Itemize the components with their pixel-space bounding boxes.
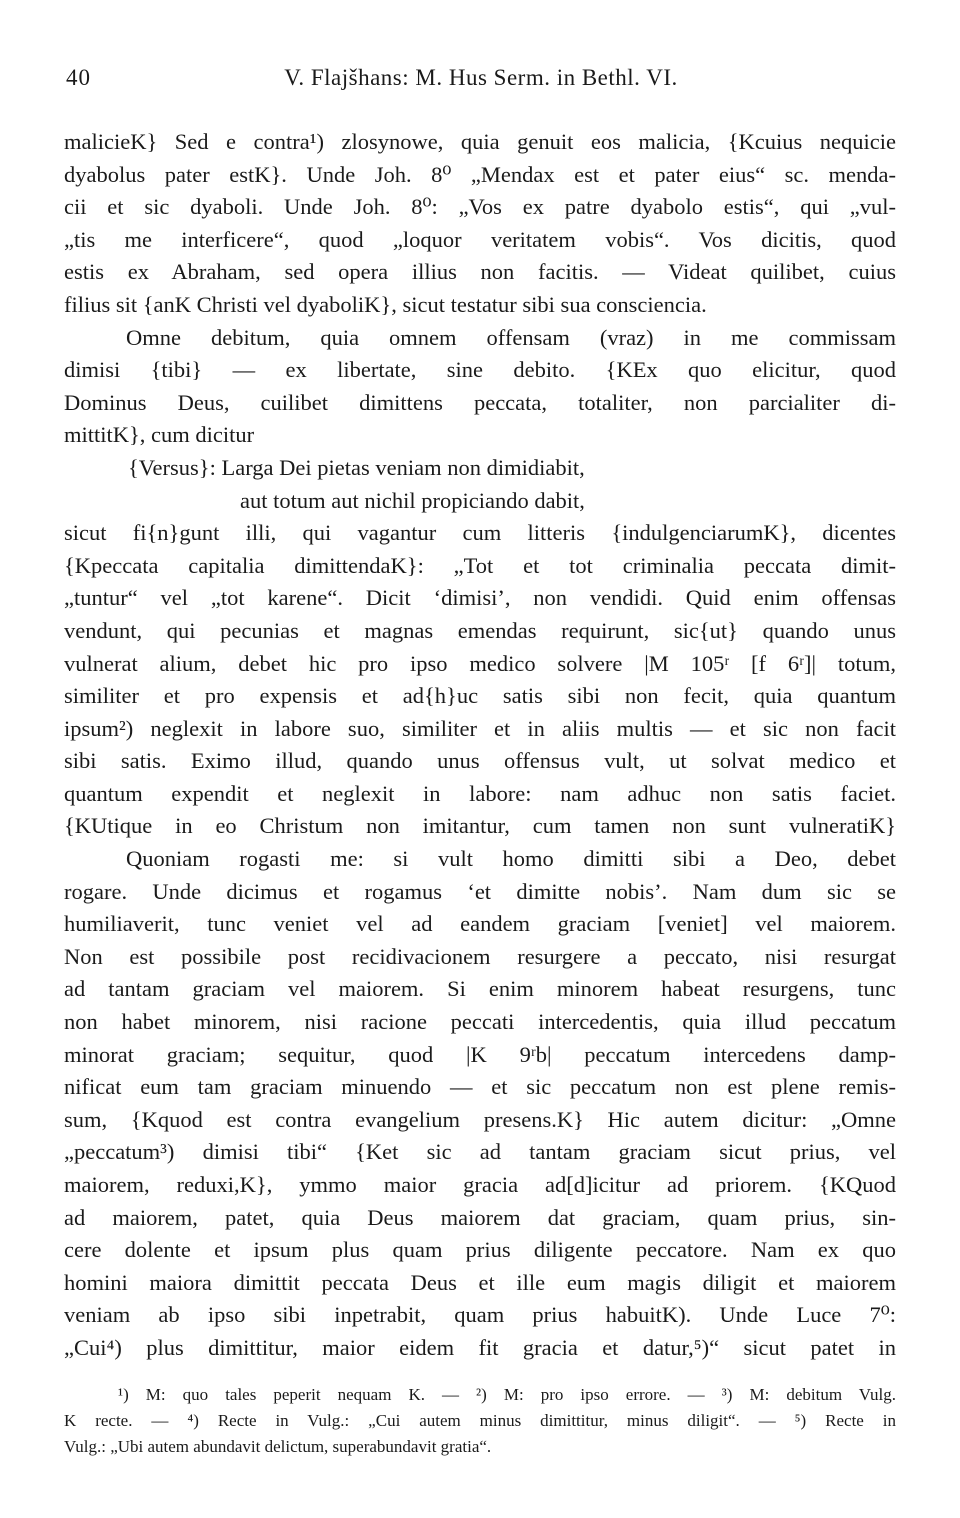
footnote-line: K recte. — ⁴) Recte in Vulg.: „Cui autem minus dimittitur, minus diligit“. — ⁵) Recte in <box>64 1411 896 1430</box>
text-line: homini maiora dimittit peccata Deus et ille eum magis diligit et maiorem <box>64 1269 896 1295</box>
running-header <box>66 62 896 94</box>
text-line: cere dolente et ipsum plus quam prius diligente peccatore. Nam ex quo <box>64 1237 896 1263</box>
text-line: similiter et pro expensis et ad{h}uc satis sibi non fecit, quia quantum <box>64 683 896 709</box>
text-line: estis ex Abraham, sed opera illius non facitis. — Videat quilibet, cuius <box>64 259 896 285</box>
text-line: ad maiorem, patet, quia Deus maiorem dat graciam, quam prius, sin- <box>64 1204 896 1230</box>
text-line: „peccatum³) dimisi tibi“ {Ket sic ad tantam graciam sicut prius, vel <box>64 1139 896 1165</box>
main-text <box>64 126 896 1365</box>
text-line: nificat eum tam graciam minuendo — et sic peccatum non est plene remis- <box>64 1074 896 1100</box>
footnote-line: ¹) M: quo tales peperit nequam K. — ²) M: pro ipso errore. — ³) M: debitum Vulg. <box>118 1385 896 1404</box>
text-line: „Cui⁴) plus dimittitur, maior eidem fit gracia et datur,⁵)“ sicut patet in <box>64 1334 896 1360</box>
text-line: {Kpeccata capitalia dimittendaK}: „Tot et tot criminalia peccata dimit- <box>64 552 896 578</box>
text-line: ipsum²) neglexit in labore suo, similiter et in aliis multis — et sic non facit <box>64 715 896 741</box>
text-line: Non est possibile post recidivacionem resurgere a peccato, nisi resurgat <box>64 943 896 969</box>
text-line: ad tantam graciam vel maiorem. Si enim minorem habeat resurgens, tunc <box>64 976 896 1002</box>
text-line: Omne debitum, quia omnem offensam (vraz) in me commissam <box>126 324 896 350</box>
text-line: non habet minorem, nisi racione peccati intercedentis, quia illud peccatum <box>64 1009 896 1035</box>
footnotes <box>64 1382 896 1460</box>
verse-line: {Versus}: Larga Dei pietas veniam non dimidiabit, <box>128 454 585 480</box>
text-line: Dominus Deus, cuilibet dimittens peccata, totaliter, non parcialiter di- <box>64 389 896 415</box>
verse-line: aut totum aut nichil propiciando dabit, <box>240 487 585 513</box>
footnote-line: Vulg.: „Ubi autem abundavit delictum, superabundavit gratia“. <box>64 1437 492 1456</box>
text-line: sicut fi{n}gunt illi, qui vagantur cum litteris {indulgenciarumK}, dicentes <box>64 520 896 546</box>
text-line: veniam ab ipso sibi inpetrabit, quam prius habuitK). Unde Luce 7⁰: <box>64 1302 896 1328</box>
text-line: mittitK}, cum dicitur <box>64 422 255 448</box>
text-line: {KUtique in eo Christum non imitantur, cum tamen non sunt vulneratiK} <box>64 813 896 839</box>
text-line: Quoniam rogasti me: si vult homo dimitti sibi a Deo, debet <box>126 846 896 872</box>
text-line: „tuntur“ vel „tot karene“. Dicit ‘dimisi’, non vendidi. Quid enim offensas <box>64 585 896 611</box>
text-line: quantum expendit et neglexit in labore: nam adhuc non satis faciet. <box>64 780 896 806</box>
text-line: malicieK} Sed e contra¹) zlosynowe, quia genuit eos malicia, {Kcuius nequicie <box>64 129 896 154</box>
text-line: cii et sic dyaboli. Unde Joh. 8⁰: „Vos ex patre dyabolo estis“, qui „vul- <box>64 194 896 220</box>
page-number: 40 <box>66 65 91 90</box>
text-line: vulnerat alium, debet hic pro ipso medico solvere |M 105ʳ [f 6ʳ]| totum, <box>64 650 896 676</box>
text-line: filius sit {anK Christi vel dyaboliK}, sicut testatur sibi sua consciencia. <box>64 291 707 317</box>
text-line: humiliaverit, tunc veniet vel ad eandem graciam [veniet] vel maiorem. <box>64 911 896 937</box>
text-line: sibi satis. Eximo illud, quando unus offensus vult, ut solvat medico et <box>64 748 896 774</box>
text-line: maiorem, reduxi,K}, ymmo maior gracia ad[d]icitur ad priorem. {KQuod <box>64 1172 896 1197</box>
text-line: minorat graciam; sequitur, quod |K 9ʳb| peccatum intercedens damp- <box>64 1041 896 1067</box>
text-line: „tis me interficere“, quod „loquor veritatem vobis“. Vos dicitis, quod <box>64 226 896 252</box>
text-line: dyabolus pater estK}. Unde Joh. 8⁰ „Mendax est et pater eius“ sc. menda- <box>64 161 896 187</box>
running-title: V. Flajšhans: M. Hus Serm. in Bethl. VI. <box>284 65 678 90</box>
text-line: rogare. Unde dicimus et rogamus ‘et dimitte nobis’. Nam dum sic se <box>64 878 896 904</box>
text-line: sum, {Kquod est contra evangelium presens.K} Hic autem dicitur: „Omne <box>64 1106 896 1132</box>
text-line: dimisi {tibi} — ex libertate, sine debito. {KEx quo elicitur, quod <box>64 357 896 383</box>
text-line: vendunt, qui pecunias et magnas emendas requirunt, sic{ut} quando unus <box>64 617 896 643</box>
